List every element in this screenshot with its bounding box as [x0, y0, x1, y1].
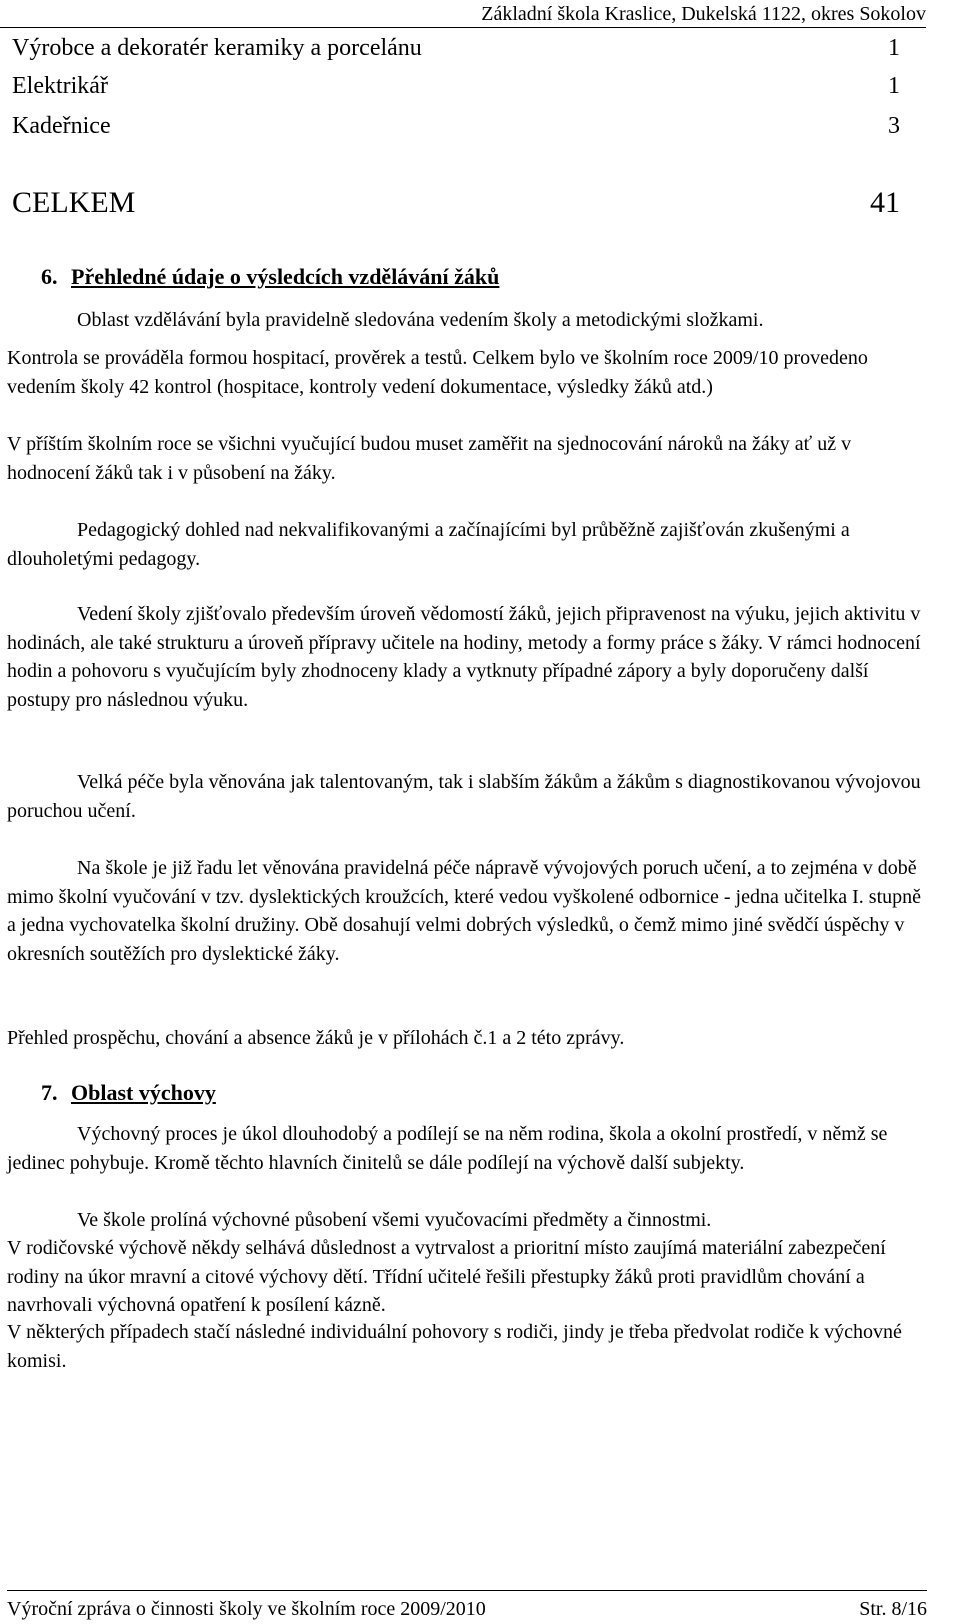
- footer-title: Výroční zpráva o činnosti školy ve školním roce 2009/2010: [7, 1598, 486, 1620]
- page-number: Str. 8/16: [859, 1598, 927, 1620]
- row-value: 1: [888, 73, 900, 99]
- row-label: Elektrikář: [12, 73, 108, 99]
- table-row: [12, 34, 900, 62]
- paragraph: Na škole je již řadu let věnována pravidelná péče nápravě vývojových poruch učení, a to zejména v době mimo školní vyučování v tzv. dyslektických kroužcích, které vedou vyškolené odbornice - jedna učitelka I. stupně a jedna vychovatelka školní družiny. Obě dosahují velmi dobrých výsledků, o čemž mimo jiné svědčí úspěchy v okresních soutěžích pro dyslektické žáky.: [7, 857, 922, 965]
- paragraph: Velká péče byla věnována jak talentovaným, tak i slabším žákům a žákům s diagnostikovanou vývojovou poruchou učení.: [7, 771, 921, 822]
- table-row: [12, 72, 900, 100]
- page-footer: [7, 1590, 927, 1621]
- paragraph: Výchovný proces je úkol dlouhodobý a podílejí se na něm rodina, škola a okolní prostředí, v němž se jedinec pohybuje. Kromě těchto hlavních činitelů se dále podílejí na výchově další subjekty.: [7, 1123, 888, 1174]
- paragraph: V rodičovské výchově někdy selhává důslednost a vytrvalost a prioritní místo zaujímá materiální zabezpečení rodiny na úkor mravní a citové výchovy dětí. Třídní učitelé řešili přestupky žáků proti pravidlům chování a navrhovali výchovná opatření k posílení kázně.: [7, 1237, 886, 1316]
- section-title: Oblast výchovy: [71, 1080, 216, 1105]
- total-value: 41: [870, 186, 900, 219]
- table-total-row: [12, 186, 900, 220]
- section-title: Přehledné údaje o výsledcích vzdělávání žáků: [71, 264, 500, 289]
- paragraph: Pedagogický dohled nad nekvalifikovanými a začínajícími byl průběžně zajišťován zkušenými a dlouholetými pedagogy.: [7, 519, 850, 570]
- page-header-text: Základní škola Kraslice, Dukelská 1122, okres Sokolov: [481, 3, 926, 25]
- paragraph: Oblast vzdělávání byla pravidelně sledována vedením školy a metodickými složkami.: [77, 309, 764, 331]
- paragraph: Vedení školy zjišťovalo především úroveň vědomostí žáků, jejich připravenost na výuku, jejich aktivitu v hodinách, ale také strukturu a úroveň přípravy učitele na hodiny, metody a formy práce s žáky. V rámci hodnocení hodin a pohovoru s vyučujícím byly zhodnoceny klady a vytknuty případné zápory a byly doporučeny další postupy pro následnou výuku.: [7, 603, 921, 711]
- row-value: 3: [888, 113, 900, 139]
- paragraph: V některých případech stačí následné individuální pohovory s rodiči, jindy je třeba předvolat rodiče k výchovné komisi.: [7, 1321, 902, 1372]
- section-number: 7.: [41, 1080, 58, 1105]
- section-number: 6.: [41, 264, 58, 289]
- row-value: 1: [888, 35, 900, 61]
- table-row: [12, 112, 900, 140]
- paragraph: V příštím školním roce se všichni vyučující budou muset zaměřit na sjednocování nároků na žáky ať už v hodnocení žáků tak i v působení na žáky.: [7, 433, 852, 484]
- paragraph: Přehled prospěchu, chování a absence žáků je v přílohách č.1 a 2 této zprávy.: [7, 1027, 625, 1049]
- row-label: Kadeřnice: [12, 113, 111, 139]
- total-label: CELKEM: [12, 186, 136, 219]
- section-7-heading: [41, 1080, 216, 1106]
- section-6-heading: [41, 264, 499, 290]
- row-label: Výrobce a dekoratér keramiky a porcelánu: [12, 35, 422, 61]
- page-header: [0, 2, 926, 28]
- paragraph: Ve škole prolíná výchovné působení všemi vyučovacími předměty a činnostmi.: [77, 1209, 712, 1231]
- paragraph: Kontrola se prováděla formou hospitací, prověrek a testů. Celkem bylo ve školním roce 2009/10 provedeno vedením školy 42 kontrol (hospitace, kontroly vedení dokumentace, výsledky žáků atd.): [7, 347, 868, 398]
